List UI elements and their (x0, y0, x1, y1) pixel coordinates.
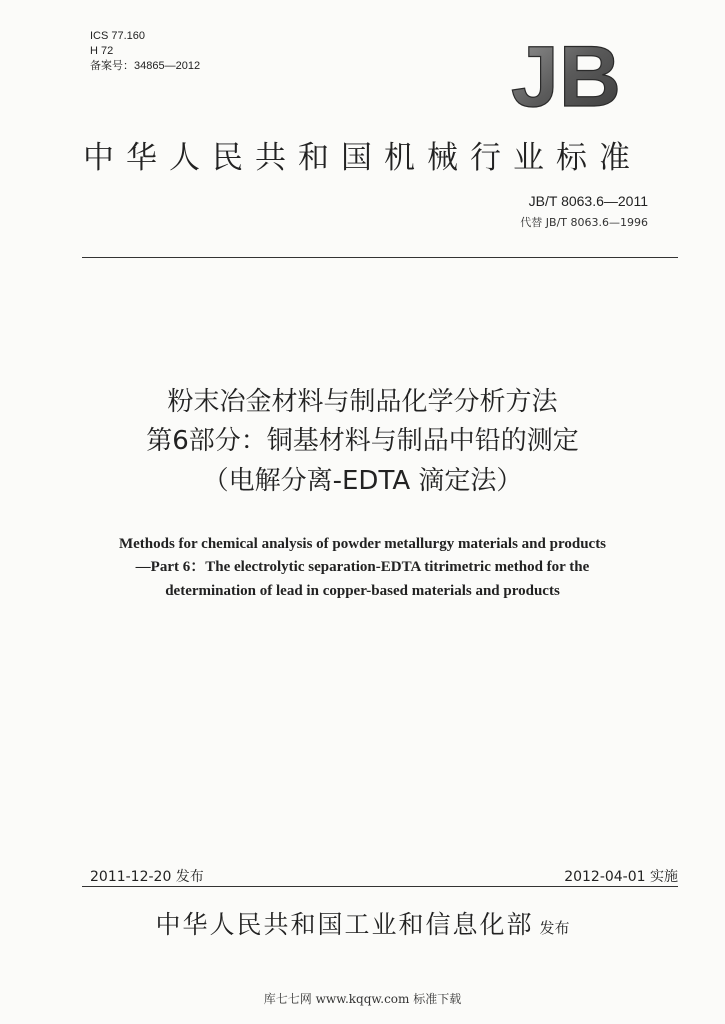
issue-date: 2011-12-20 发布 (90, 869, 204, 885)
title-en-line3: determination of lead in copper-based materials and products (165, 583, 560, 599)
implementation-date: 2012-04-01 实施 (564, 869, 678, 885)
issuing-department (0, 905, 725, 941)
record-number: 备案号：34865—2012 (90, 60, 201, 72)
title-en-line2: —Part 6：The electrolytic separation-EDTA titrimetric method for the (135, 559, 590, 575)
replaces-standard: 代替 JB/T 8063.6—1996 (520, 216, 648, 229)
bottom-divider (82, 886, 678, 887)
title-cn-line2: 第6部分：铜基材料与制品中铅的测定 (146, 426, 579, 456)
logo-text: JB (511, 34, 621, 114)
jb-logo (506, 34, 626, 114)
footer-watermark: 库七七网 www.kqqw.com 标准下载 (263, 992, 462, 1006)
ics-code: ICS 77.160 (90, 30, 146, 42)
classification-code: H 72 (90, 45, 114, 57)
title-en-line1: Methods for chemical analysis of powder metallurgy materials and products (118, 536, 607, 552)
issuer-name: 中华人民共和国工业和信息化部 (155, 910, 534, 939)
standard-number: JB/T 8063.6—2011 (528, 193, 648, 209)
title-cn-line1: 粉末冶金材料与制品化学分析方法 (167, 387, 558, 417)
title-cn-line3: （电解分离-EDTA 滴定法） (202, 466, 523, 496)
top-divider (82, 257, 678, 258)
organization-title: 中华人民共和国机械行业标准 (83, 140, 642, 176)
issuer-suffix: 发布 (539, 919, 570, 937)
